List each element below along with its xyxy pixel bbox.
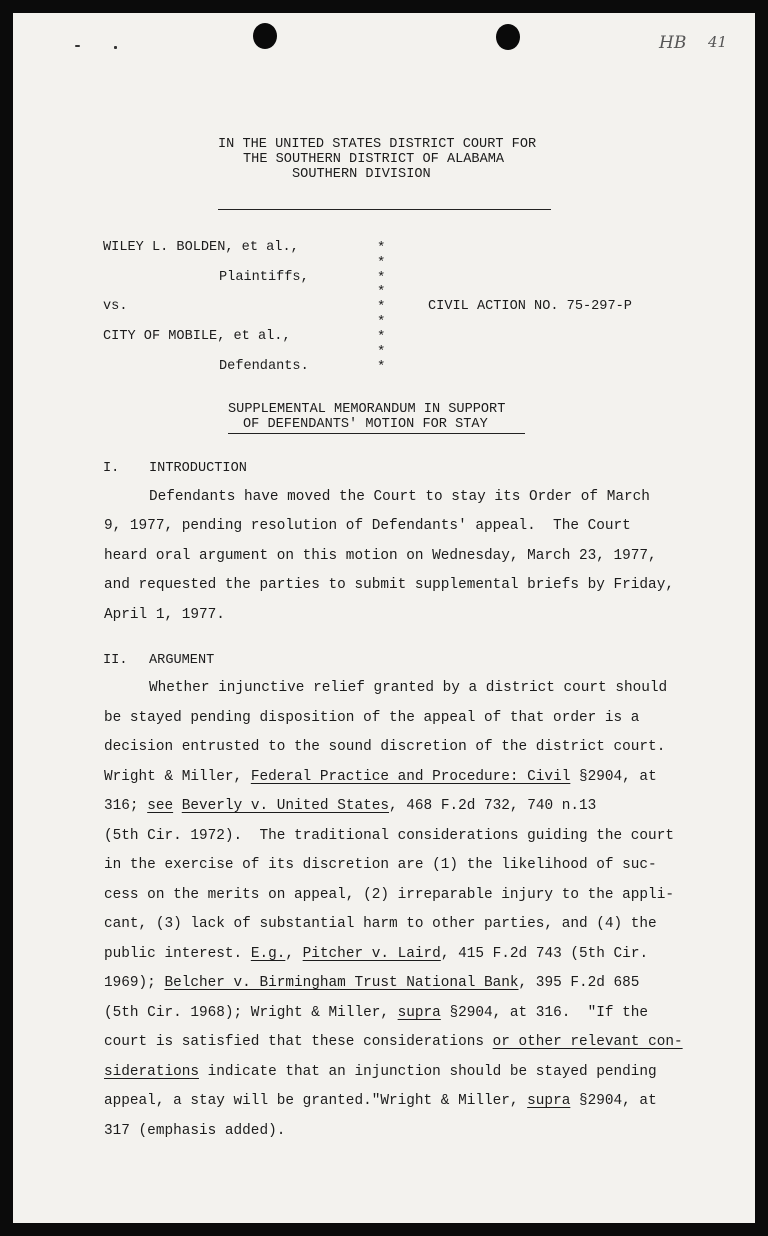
- court-header-line-3: SOUTHERN DIVISION: [292, 167, 431, 182]
- text-run: indicate that an injunction should be stayed pending: [199, 1064, 657, 1080]
- intro-line-3: heard oral argument on this motion on Wednesday, March 23, 1977,: [104, 548, 657, 564]
- section-2-heading: ARGUMENT: [149, 653, 215, 668]
- argument-line-10: [104, 947, 648, 961]
- citation-treatise: Federal Practice and Procedure: Civil: [250, 769, 571, 785]
- text-run: , 395 F.2d 685: [518, 975, 640, 991]
- text-run: 1969);: [104, 975, 165, 991]
- argument-line-12: [104, 1006, 648, 1020]
- text-run: §2904, at 316. "If the: [440, 1005, 649, 1021]
- argument-line-9: cant, (3) lack of substantial harm to other parties, and (4) the: [104, 916, 657, 932]
- title-underline: [228, 433, 525, 434]
- argument-line-6: (5th Cir. 1972). The traditional considerations guiding the court: [104, 828, 674, 844]
- citation-case: Belcher v. Birmingham Trust National Bank: [164, 975, 519, 991]
- argument-line-11: [104, 976, 639, 990]
- argument-line-2: be stayed pending disposition of the appeal of that order is a: [104, 710, 640, 726]
- citation-case: Beverly v. United States: [181, 798, 390, 814]
- memorandum-title-line-2: OF DEFENDANTS' MOTION FOR STAY: [243, 417, 488, 432]
- civil-action-number: CIVIL ACTION NO. 75-297-P: [428, 299, 632, 314]
- caption-asterisk: *: [377, 299, 386, 315]
- text-run: , 468 F.2d 732, 740 n.13: [389, 798, 597, 814]
- text-run: §2904, at: [570, 769, 657, 785]
- signal-supra: supra: [527, 1093, 571, 1109]
- caption-asterisk: *: [377, 329, 386, 345]
- court-header-line-2: THE SOUTHERN DISTRICT OF ALABAMA: [243, 152, 505, 167]
- text-run: , 415 F.2d 743 (5th Cir.: [440, 946, 649, 962]
- defendants-label: Defendants.: [219, 359, 309, 374]
- document-page: [13, 13, 755, 1223]
- punch-hole-left: [253, 23, 277, 49]
- scan-speck: [75, 45, 80, 47]
- caption-asterisk: *: [377, 255, 386, 271]
- handwritten-initials: HB: [659, 33, 687, 53]
- text-run: Wright & Miller,: [104, 769, 251, 785]
- caption-asterisk: *: [377, 284, 386, 300]
- caption-asterisk: *: [377, 359, 386, 375]
- memorandum-title-line-1: SUPPLEMENTAL MEMORANDUM IN SUPPORT: [228, 402, 506, 417]
- text-run: 316;: [104, 798, 148, 814]
- argument-line-14: [104, 1065, 657, 1079]
- court-header-line-1: IN THE UNITED STATES DISTRICT COURT FOR: [218, 137, 537, 152]
- caption-asterisk: *: [377, 240, 386, 256]
- section-2-number: II.: [103, 653, 128, 668]
- caption-asterisk: *: [377, 344, 386, 360]
- argument-line-16: 317 (emphasis added).: [104, 1123, 286, 1139]
- section-1-heading: INTRODUCTION: [149, 461, 247, 476]
- argument-line-8: cess on the merits on appeal, (2) irreparable injury to the appli-: [104, 887, 674, 903]
- emphasis-text: siderations: [104, 1064, 199, 1080]
- signal-see: see: [147, 798, 174, 814]
- text-run: public interest.: [104, 946, 251, 962]
- text-run: [173, 798, 182, 814]
- intro-line-1: Defendants have moved the Court to stay its Order of March: [149, 489, 650, 505]
- argument-line-15: [104, 1094, 657, 1108]
- punch-hole-right: [496, 24, 520, 50]
- text-run: appeal, a stay will be granted."Wright & Miller,: [104, 1093, 528, 1109]
- text-run: (5th Cir. 1968); Wright & Miller,: [104, 1005, 398, 1021]
- signal-supra: supra: [397, 1005, 441, 1021]
- argument-line-3: decision entrusted to the sound discretion of the district court.: [104, 739, 666, 755]
- scan-speck: [114, 46, 117, 49]
- argument-line-7: in the exercise of its discretion are (1) the likelihood of suc-: [104, 857, 657, 873]
- argument-line-1: Whether injunctive relief granted by a district court should: [149, 680, 668, 696]
- caption-asterisk: *: [377, 314, 386, 330]
- text-run: §2904, at: [570, 1093, 657, 1109]
- plaintiff-name: WILEY L. BOLDEN, et al.,: [103, 240, 299, 255]
- handwritten-number: 41: [708, 33, 728, 51]
- citation-case: Pitcher v. Laird: [302, 946, 441, 962]
- intro-line-2: 9, 1977, pending resolution of Defendants' appeal. The Court: [104, 518, 631, 534]
- caption-asterisk: *: [377, 270, 386, 286]
- versus: vs.: [103, 299, 128, 314]
- intro-line-5: April 1, 1977.: [104, 607, 225, 623]
- emphasis-text: or other relevant con-: [492, 1034, 683, 1050]
- signal-eg: E.g.: [250, 946, 286, 962]
- argument-line-13: [104, 1035, 683, 1049]
- section-1-number: I.: [103, 461, 120, 476]
- argument-line-5: [104, 799, 596, 813]
- text-run: ,: [285, 946, 303, 962]
- plaintiffs-label: Plaintiffs,: [219, 270, 309, 285]
- defendant-name: CITY OF MOBILE, et al.,: [103, 329, 291, 344]
- argument-line-4: [104, 770, 657, 784]
- intro-line-4: and requested the parties to submit supplemental briefs by Friday,: [104, 577, 674, 593]
- header-rule: [218, 209, 551, 210]
- text-run: court is satisfied that these considerations: [104, 1034, 493, 1050]
